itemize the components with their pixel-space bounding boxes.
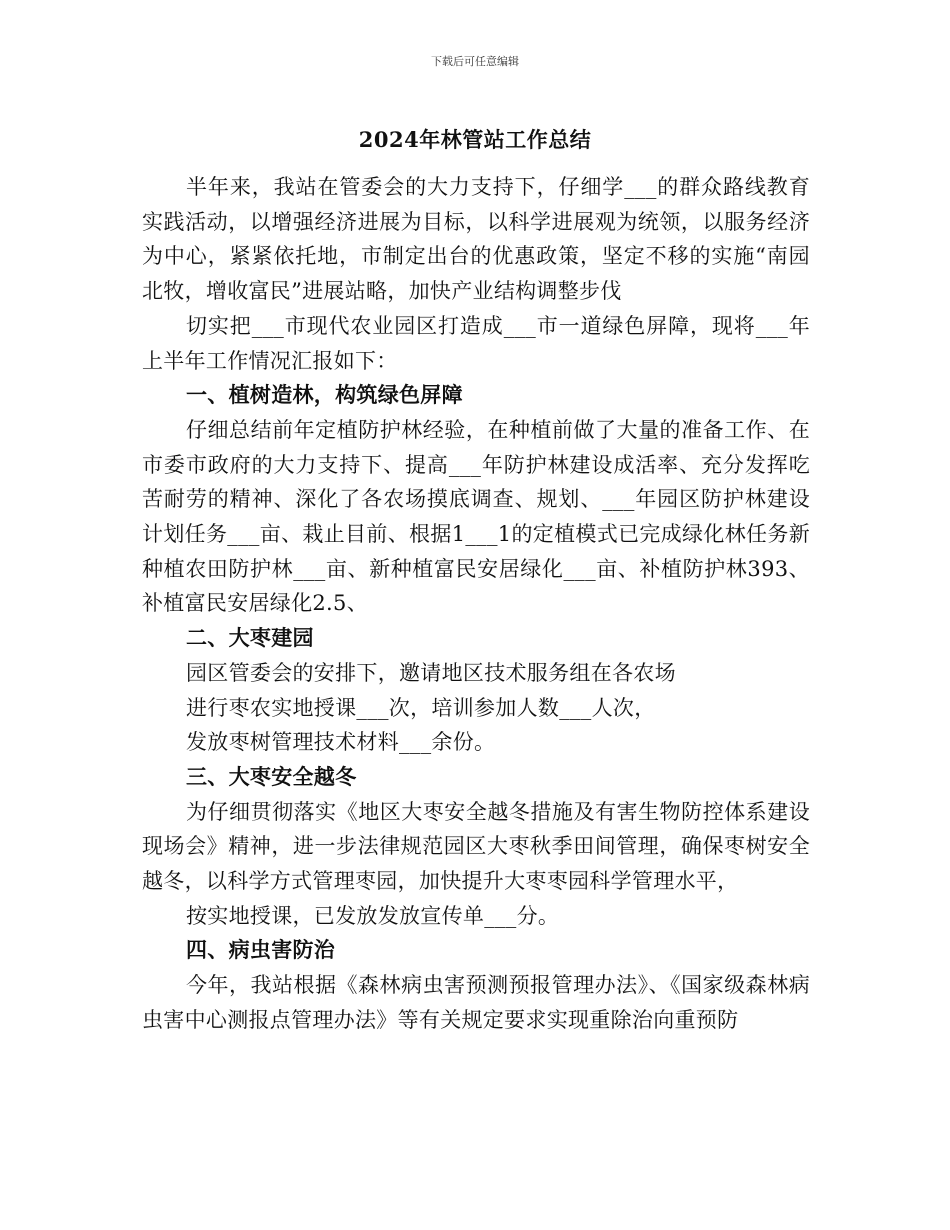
document-title: 2024年林管站工作总结	[358, 127, 592, 152]
paragraph-jujube-winter-2: 按实地授课，已发放发放宣传单___分。	[186, 903, 560, 928]
paragraph-report-intro: 切实把___市现代农业园区打造成___市一道绿色屏障，现将___年上半年工作情况汇报如下：	[142, 313, 810, 373]
paragraph-jujube-orchard-2: 进行枣农实地授课___次，培训参加人数___人次，	[186, 695, 656, 720]
paragraph-pest-control: 今年，我站根据《森林病虫害预测预报管理办法》、《国家级森林病虫害中心测报点管理办法》等有关规定要求实现重除治向重预防	[142, 973, 810, 1032]
section-heading-jujube-winter: 三、大枣安全越冬	[186, 763, 357, 789]
paragraph-afforestation: 仔细总结前年定植防护林经验，在种植前做了大量的准备工作、在市委市政府的大力支持下、提高___年防护林建设成活率、充分发挥吃苦耐劳的精神、深化了各农场摸底调查、规划、___年园区防护林建设计划任务___亩、栽止目前、根据1___1的定植模式已完成绿化林任务新种植农田防护林___亩、新种植富民安居绿化___亩、补植防护林393、补植富民安居绿化2.5、	[142, 417, 810, 616]
section-heading-pest-control: 四、病虫害防治	[186, 937, 336, 963]
paragraph-jujube-winter: 为仔细贯彻落实《地区大枣安全越冬措施及有害生物防控体系建设现场会》精神，进一步法律规范园区大枣秋季田间管理，确保枣树安全越冬，以科学方式管理枣园，加快提升大枣枣园科学管理水平，	[142, 799, 810, 894]
paragraph-intro: 半年来，我站在管委会的大力支持下，仔细学___的群众路线教育实践活动，以增强经济进展为目标，以科学进展观为统领，以服务经济为中心，紧紧依托地，市制定出台的优惠政策，坚定不移的实施“南园北牧，增收富民”进展站略，加快产业结构调整步伐	[142, 175, 810, 304]
section-heading-jujube-orchard: 二、大枣建园	[186, 625, 314, 651]
document-body	[142, 170, 810, 1038]
paragraph-jujube-orchard-3: 发放枣树管理技术材料___余份。	[186, 730, 496, 755]
section-heading-afforestation: 一、植树造林，构筑绿色屏障	[186, 382, 463, 408]
header-note: 下载后可任意编辑	[431, 55, 519, 68]
paragraph-jujube-orchard-1: 园区管委会的安排下，邀请地区技术服务组在各农场	[186, 660, 676, 685]
